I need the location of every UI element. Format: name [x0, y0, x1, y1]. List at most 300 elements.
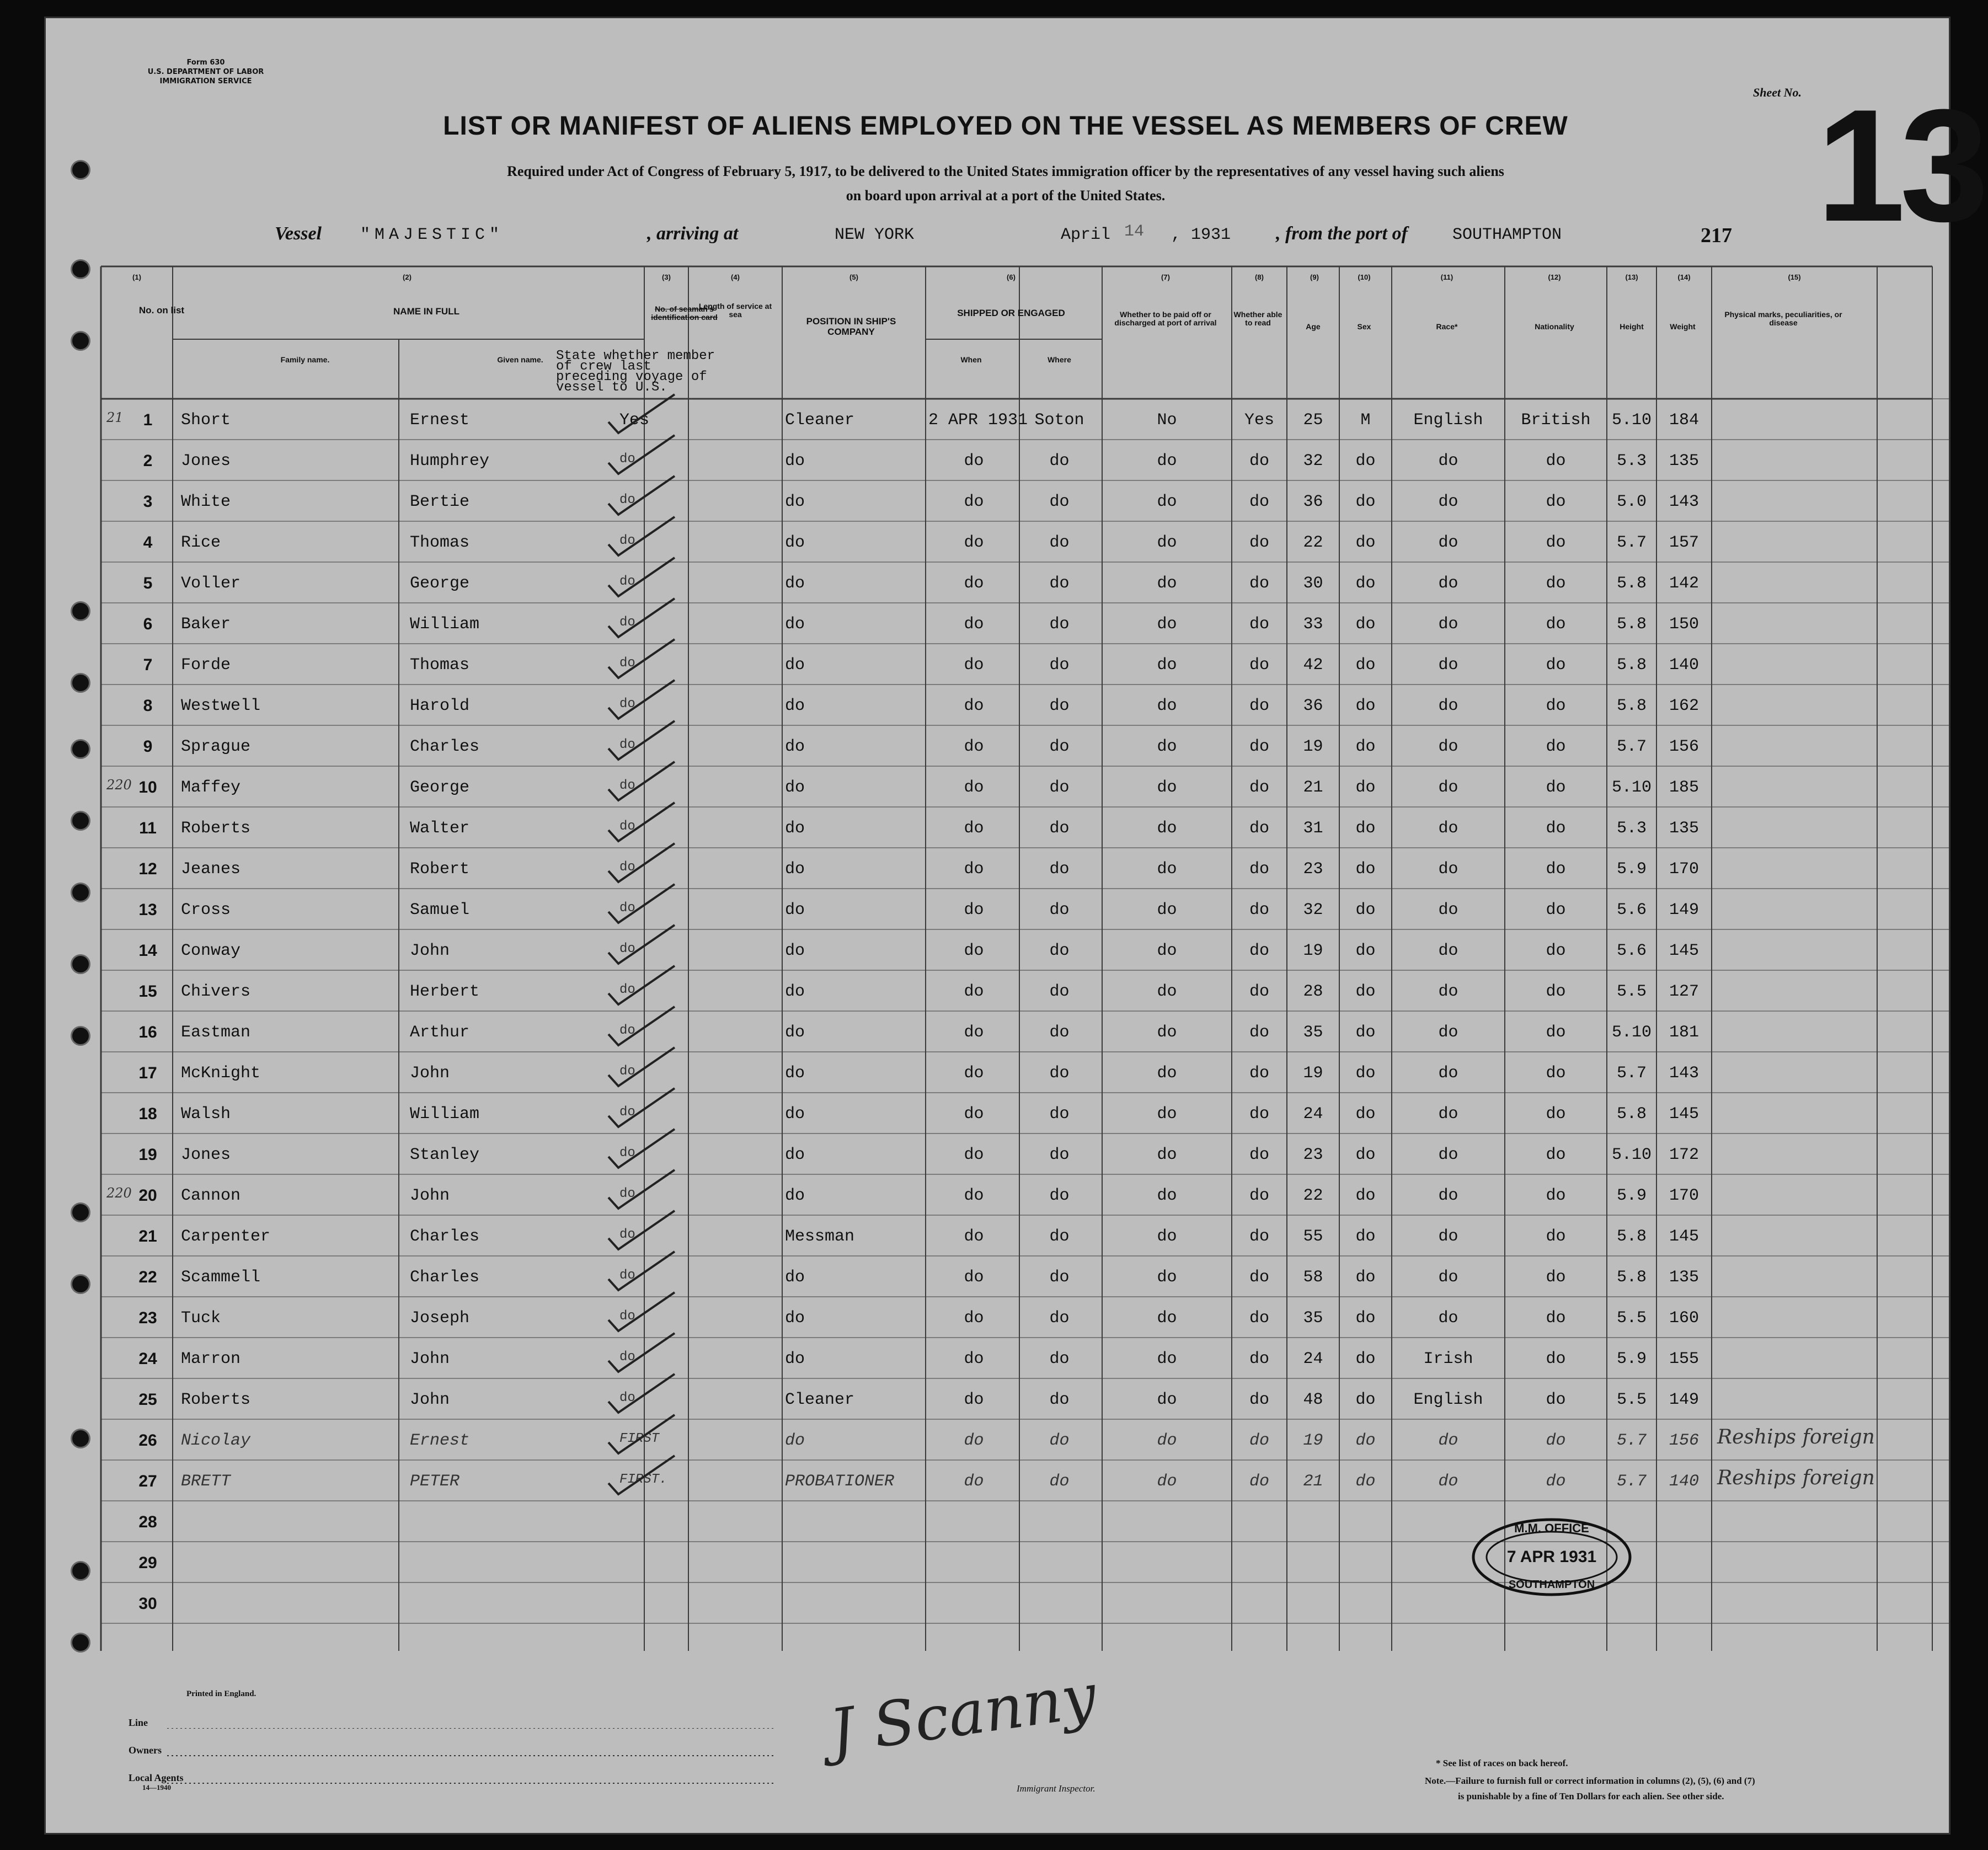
header-shipped: SHIPPED OR ENGAGED — [957, 308, 1065, 318]
sex-cell: do — [1355, 737, 1376, 756]
race-cell: do — [1438, 819, 1458, 838]
weight-cell: 155 — [1669, 1350, 1699, 1368]
age-cell: 24 — [1303, 1105, 1323, 1124]
height-cell: 5.9 — [1616, 860, 1647, 879]
family-name-cell: Marron — [181, 1350, 241, 1368]
paid-off-cell: do — [1157, 1146, 1177, 1164]
able-to-read-cell: do — [1249, 1023, 1269, 1042]
row-number: 13 — [138, 901, 157, 919]
able-to-read-cell: do — [1249, 942, 1269, 960]
page-title: LIST OR MANIFEST OF ALIENS EMPLOYED ON THE VESSEL AS MEMBERS OF CREW — [443, 111, 1568, 141]
age-cell: 23 — [1303, 1146, 1323, 1164]
weight-cell: 170 — [1669, 860, 1699, 879]
nationality-cell: do — [1546, 901, 1566, 919]
nationality-cell: do — [1546, 1146, 1566, 1164]
able-to-read-cell: do — [1249, 533, 1269, 552]
header-position: POSITION IN SHIP'S COMPANY — [806, 316, 896, 337]
age-cell: 22 — [1303, 533, 1323, 552]
given-name-cell: Thomas — [410, 656, 470, 675]
shipped-when-cell: do — [964, 1227, 984, 1246]
previous-voyage-cell: do — [619, 615, 635, 630]
previous-voyage-cell: do — [619, 737, 635, 752]
given-name-cell: George — [410, 574, 470, 593]
race-cell: do — [1438, 615, 1458, 634]
position-cell: do — [785, 737, 805, 756]
row-number: 2 — [143, 452, 153, 470]
row-number: 6 — [143, 615, 153, 633]
shipped-when-cell: do — [964, 452, 984, 470]
sex-cell: do — [1355, 1309, 1376, 1328]
sheet-label: Sheet No. — [1753, 85, 1802, 99]
arriving-label: , arriving at — [647, 223, 739, 244]
previous-voyage-cell: do — [619, 1309, 635, 1324]
race-cell: do — [1438, 1064, 1458, 1083]
paid-off-cell: do — [1157, 452, 1177, 470]
column-number: (13) — [1625, 273, 1638, 281]
race-cell: do — [1438, 1309, 1458, 1328]
previous-voyage-cell: do — [619, 982, 635, 997]
weight-cell: 140 — [1669, 1472, 1699, 1491]
height-cell: 5.5 — [1616, 1309, 1647, 1328]
subtitle-line-1: Required under Act of Congress of February 5, 1917, to be delivered to the United States immigration officer by the representatives of any vessel having such aliens — [507, 163, 1504, 179]
able-to-read-cell: do — [1249, 452, 1269, 470]
weight-cell: 145 — [1669, 1105, 1699, 1124]
paid-off-cell: do — [1157, 656, 1177, 675]
footer-agents-label: Local Agents — [129, 1772, 184, 1783]
height-cell: 5.3 — [1616, 452, 1647, 470]
shipped-when-cell: do — [964, 1472, 984, 1491]
footer-line-label: Line — [129, 1717, 148, 1728]
shipped-when-cell: do — [964, 1023, 984, 1042]
race-cell: do — [1438, 860, 1458, 879]
weight-cell: 127 — [1669, 982, 1699, 1001]
given-name-cell: John — [410, 942, 450, 960]
header-sex: Sex — [1357, 322, 1371, 331]
shipped-when-cell: do — [964, 1186, 984, 1205]
nationality-cell: do — [1546, 860, 1566, 879]
race-cell: do — [1438, 778, 1458, 797]
row-number: 28 — [138, 1513, 157, 1531]
position-cell: do — [785, 982, 805, 1001]
paid-off-cell: No — [1157, 411, 1177, 430]
shipped-where-cell: do — [1049, 1472, 1070, 1491]
paid-off-cell: do — [1157, 819, 1177, 838]
shipped-when-cell: do — [964, 615, 984, 634]
family-name-cell: Cross — [181, 901, 231, 919]
height-cell: 5.8 — [1616, 574, 1647, 593]
position-cell: do — [785, 615, 805, 634]
given-name-cell: Charles — [410, 1227, 480, 1246]
shipped-when-cell: do — [964, 1268, 984, 1287]
able-to-read-cell: do — [1249, 697, 1269, 715]
shipped-where-cell: do — [1049, 942, 1070, 960]
able-to-read-cell: do — [1249, 1431, 1269, 1450]
subtitle-line-2: on board upon arrival at a port of the United States. — [846, 188, 1166, 204]
previous-voyage-cell: do — [619, 1227, 635, 1242]
shipped-where-cell: do — [1049, 1431, 1070, 1450]
position-cell: Cleaner — [785, 1391, 855, 1409]
given-name-cell: Humphrey — [410, 452, 490, 470]
position-cell: do — [785, 1431, 805, 1450]
family-name-cell: Eastman — [181, 1023, 251, 1042]
paid-off-cell: do — [1157, 982, 1177, 1001]
previous-voyage-cell: do — [619, 1146, 635, 1161]
column-number: (9) — [1310, 273, 1319, 281]
age-cell: 19 — [1303, 737, 1323, 756]
binder-hole — [71, 811, 90, 831]
shipped-where-cell: do — [1049, 1391, 1070, 1409]
able-to-read-cell: do — [1249, 778, 1269, 797]
nationality-cell: do — [1546, 493, 1566, 511]
age-cell: 55 — [1303, 1227, 1323, 1246]
shipped-when-cell: do — [964, 697, 984, 715]
weight-cell: 135 — [1669, 819, 1699, 838]
row-number: 20 — [138, 1186, 157, 1205]
able-to-read-cell: do — [1249, 819, 1269, 838]
sex-cell: do — [1355, 942, 1376, 960]
shipped-where-cell: do — [1049, 737, 1070, 756]
weight-cell: 162 — [1669, 697, 1699, 715]
age-cell: 33 — [1303, 615, 1323, 634]
arrival-month: April — [1061, 226, 1111, 244]
row-number: 24 — [138, 1350, 157, 1368]
header-able-read: Whether able to read — [1233, 310, 1282, 327]
given-name-cell: Stanley — [410, 1146, 480, 1164]
previous-voyage-cell: do — [619, 901, 635, 916]
margin-annotation: 220 — [106, 1185, 132, 1201]
previous-voyage-cell: do — [619, 1186, 635, 1201]
race-cell: do — [1438, 1023, 1458, 1042]
department-name: U.S. DEPARTMENT OF LABOR — [147, 68, 264, 76]
column-number: (2) — [403, 273, 412, 281]
able-to-read-cell: do — [1249, 860, 1269, 879]
given-name-cell: William — [410, 615, 480, 634]
weight-cell: 185 — [1669, 778, 1699, 797]
printed-in: Printed in England. — [186, 1689, 256, 1698]
shipped-when-cell: do — [964, 533, 984, 552]
binder-hole — [71, 331, 90, 351]
nationality-cell: do — [1546, 982, 1566, 1001]
from-port-label: , from the port of — [1276, 223, 1408, 244]
row-number: 11 — [139, 819, 157, 837]
shipped-where-cell: do — [1049, 1309, 1070, 1328]
sex-cell: do — [1355, 901, 1376, 919]
table-grid — [46, 18, 1949, 1833]
able-to-read-cell: Yes — [1244, 411, 1274, 430]
family-name-cell: Roberts — [181, 1391, 251, 1409]
weight-cell: 170 — [1669, 1186, 1699, 1205]
sex-cell: do — [1355, 533, 1376, 552]
height-cell: 5.8 — [1616, 656, 1647, 675]
binder-hole — [71, 1026, 90, 1046]
row-number: 4 — [143, 533, 153, 552]
race-cell: do — [1438, 1105, 1458, 1124]
vessel-label: Vessel — [275, 223, 322, 244]
able-to-read-cell: do — [1249, 1186, 1269, 1205]
position-cell: do — [785, 1186, 805, 1205]
given-name-cell: George — [410, 778, 470, 797]
inspector-signature: J Scanny — [825, 1660, 1100, 1768]
binder-hole — [71, 1561, 90, 1581]
shipped-where-cell: do — [1049, 615, 1070, 634]
binder-hole — [71, 739, 90, 759]
height-cell: 5.8 — [1616, 1227, 1647, 1246]
previous-voyage-cell: FIRST. — [619, 1472, 667, 1487]
vessel-name: "MAJESTIC" — [360, 226, 504, 244]
height-cell: 5.7 — [1616, 1431, 1647, 1450]
nationality-cell: do — [1546, 942, 1566, 960]
given-name-cell: John — [410, 1064, 450, 1083]
race-cell: do — [1438, 656, 1458, 675]
weight-cell: 145 — [1669, 942, 1699, 960]
footer-owners-label: Owners — [129, 1745, 162, 1756]
weight-cell: 143 — [1669, 1064, 1699, 1083]
column-number: (8) — [1255, 273, 1264, 281]
sex-cell: do — [1355, 1023, 1376, 1042]
nationality-cell: do — [1546, 452, 1566, 470]
inspector-label: Immigrant Inspector. — [1017, 1783, 1095, 1794]
age-cell: 21 — [1303, 778, 1323, 797]
service-name: IMMIGRATION SERVICE — [159, 77, 252, 85]
column-number: (15) — [1788, 273, 1801, 281]
height-cell: 5.5 — [1616, 982, 1647, 1001]
position-cell: PROBATIONER — [785, 1472, 895, 1491]
paid-off-cell: do — [1157, 615, 1177, 634]
footer-agents-code: 14—1940 — [142, 1783, 171, 1792]
shipped-when-cell: do — [964, 1431, 984, 1450]
position-cell: do — [785, 860, 805, 879]
height-cell: 5.8 — [1616, 615, 1647, 634]
given-name-cell: Herbert — [410, 982, 480, 1001]
age-cell: 28 — [1303, 982, 1323, 1001]
age-cell: 48 — [1303, 1391, 1323, 1409]
shipped-where-cell: do — [1049, 452, 1070, 470]
header-name-in-full: NAME IN FULL — [393, 306, 459, 317]
shipped-where-cell: do — [1049, 697, 1070, 715]
previous-voyage-cell: do — [619, 860, 635, 875]
given-name-cell: Walter — [410, 819, 470, 838]
column-number: (11) — [1440, 273, 1453, 281]
given-name-cell: Ernest — [410, 1431, 470, 1450]
able-to-read-cell: do — [1249, 982, 1269, 1001]
family-name-cell: Maffey — [181, 778, 241, 797]
shipped-when-cell: do — [964, 1309, 984, 1328]
position-cell: do — [785, 493, 805, 511]
age-cell: 19 — [1303, 1431, 1323, 1450]
given-name-cell: Arthur — [410, 1023, 470, 1042]
shipped-when-cell: do — [964, 574, 984, 593]
shipped-where-cell: do — [1049, 1105, 1070, 1124]
family-name-cell: Jeanes — [181, 860, 241, 879]
nationality-cell: do — [1546, 656, 1566, 675]
race-cell: do — [1438, 1431, 1458, 1450]
position-cell: Messman — [785, 1227, 855, 1246]
position-cell: do — [785, 697, 805, 715]
weight-cell: 156 — [1669, 1431, 1699, 1450]
paid-off-cell: do — [1157, 1227, 1177, 1246]
given-name-cell: Robert — [410, 860, 470, 879]
family-name-cell: Walsh — [181, 1105, 231, 1124]
able-to-read-cell: do — [1249, 615, 1269, 634]
able-to-read-cell: do — [1249, 493, 1269, 511]
margin-annotation: 220 — [106, 777, 132, 793]
family-name-cell: Short — [181, 411, 231, 430]
stamp-top-text: M.M. OFFICE — [1514, 1521, 1589, 1535]
shipped-when-cell: do — [964, 1350, 984, 1368]
check-mark-icon — [603, 1450, 680, 1500]
age-cell: 31 — [1303, 819, 1323, 838]
weight-cell: 184 — [1669, 411, 1699, 430]
race-cell: do — [1438, 493, 1458, 511]
paid-off-cell: do — [1157, 533, 1177, 552]
previous-voyage-cell: do — [619, 493, 635, 507]
age-cell: 35 — [1303, 1309, 1323, 1328]
paid-off-cell: do — [1157, 901, 1177, 919]
previous-voyage-cell: do — [619, 452, 635, 467]
sex-cell: do — [1355, 1186, 1376, 1205]
family-name-cell: Roberts — [181, 819, 251, 838]
column-number: (7) — [1161, 273, 1170, 281]
position-cell: Cleaner — [785, 411, 855, 430]
family-name-cell: McKnight — [181, 1064, 261, 1083]
position-cell: do — [785, 1350, 805, 1368]
sex-cell: do — [1355, 452, 1376, 470]
row-number: 15 — [138, 982, 157, 1001]
given-name-cell: Charles — [410, 1268, 480, 1287]
shipped-where-cell: do — [1049, 1227, 1070, 1246]
able-to-read-cell: do — [1249, 1227, 1269, 1246]
row-number: 23 — [138, 1309, 157, 1327]
row-number: 26 — [138, 1431, 157, 1450]
row-number: 9 — [143, 737, 153, 756]
sex-cell: do — [1355, 1431, 1376, 1450]
row-number: 27 — [138, 1472, 157, 1490]
height-cell: 5.10 — [1611, 1146, 1652, 1164]
given-name-cell: PETER — [410, 1472, 460, 1491]
nationality-cell: do — [1546, 819, 1566, 838]
previous-voyage-cell: do — [619, 1064, 635, 1079]
header-height: Height — [1620, 322, 1644, 331]
previous-voyage-cell: FIRST — [619, 1431, 660, 1446]
age-cell: 19 — [1303, 1064, 1323, 1083]
fine-note-2: is punishable by a fine of Ten Dollars for each alien. See other side. — [1458, 1791, 1724, 1801]
row-number: 16 — [138, 1023, 157, 1041]
nationality-cell: do — [1546, 1227, 1566, 1246]
paid-off-cell: do — [1157, 1186, 1177, 1205]
shipped-where-cell: do — [1049, 533, 1070, 552]
family-name-cell: Voller — [181, 574, 241, 593]
shipped-when-cell: do — [964, 493, 984, 511]
race-cell: do — [1438, 1186, 1458, 1205]
sex-cell: do — [1355, 697, 1376, 715]
previous-voyage-cell: do — [619, 1023, 635, 1038]
sex-cell: do — [1355, 1472, 1376, 1491]
position-cell: do — [785, 901, 805, 919]
column-number: (4) — [731, 273, 740, 281]
paid-off-cell: do — [1157, 493, 1177, 511]
sex-cell: M — [1360, 411, 1371, 430]
paid-off-cell: do — [1157, 574, 1177, 593]
shipped-when-cell: do — [964, 1064, 984, 1083]
age-cell: 36 — [1303, 697, 1323, 715]
sex-cell: do — [1355, 574, 1376, 593]
position-cell: do — [785, 819, 805, 838]
family-name-cell: Baker — [181, 615, 231, 634]
row-number: 7 — [143, 656, 153, 674]
sex-cell: do — [1355, 1350, 1376, 1368]
weight-cell: 145 — [1669, 1227, 1699, 1246]
race-cell: do — [1438, 942, 1458, 960]
shipped-where-cell: do — [1049, 778, 1070, 797]
able-to-read-cell: do — [1249, 1146, 1269, 1164]
from-port: SOUTHAMPTON — [1452, 226, 1562, 244]
sex-cell: do — [1355, 1391, 1376, 1409]
shipped-when-cell: do — [964, 942, 984, 960]
paid-off-cell: do — [1157, 1309, 1177, 1328]
age-cell: 21 — [1303, 1472, 1323, 1491]
family-name-cell: Rice — [181, 533, 221, 552]
race-cell: do — [1438, 901, 1458, 919]
position-cell: do — [785, 574, 805, 593]
header-no-on-list: No. on list — [138, 305, 185, 316]
paid-off-cell: do — [1157, 1064, 1177, 1083]
row-number: 19 — [138, 1146, 157, 1164]
weight-cell: 157 — [1669, 533, 1699, 552]
race-cell: English — [1413, 411, 1483, 430]
given-name-cell: John — [410, 1186, 450, 1205]
sex-cell: do — [1355, 1146, 1376, 1164]
shipped-when-cell: do — [964, 737, 984, 756]
family-name-cell: BRETT — [181, 1472, 231, 1491]
nationality-cell: do — [1546, 1350, 1566, 1368]
row-number: 21 — [138, 1227, 157, 1245]
sex-cell: do — [1355, 778, 1376, 797]
sex-cell: do — [1355, 1227, 1376, 1246]
arrival-year: , 1931 — [1171, 226, 1231, 244]
manifest-sheet — [44, 17, 1984, 1835]
paid-off-cell: do — [1157, 860, 1177, 879]
paid-off-cell: do — [1157, 778, 1177, 797]
previous-voyage-cell: do — [619, 656, 635, 671]
height-cell: 5.5 — [1616, 1391, 1647, 1409]
nationality-cell: do — [1546, 697, 1566, 715]
family-name-cell: Westwell — [181, 697, 261, 715]
remark-cell: Reships foreign — [1717, 1426, 1875, 1448]
height-cell: 5.8 — [1616, 697, 1647, 715]
previous-voyage-cell: do — [619, 819, 635, 834]
shipped-when-cell: 2 APR 1931 — [928, 411, 1028, 430]
header-age: Age — [1306, 322, 1321, 331]
given-name-cell: Charles — [410, 737, 480, 756]
age-cell: 32 — [1303, 901, 1323, 919]
age-cell: 22 — [1303, 1186, 1323, 1205]
shipped-when-cell: do — [964, 982, 984, 1001]
position-cell: do — [785, 656, 805, 675]
nationality-cell: do — [1546, 1268, 1566, 1287]
shipped-when-cell: do — [964, 778, 984, 797]
race-cell: do — [1438, 533, 1458, 552]
given-name-cell: John — [410, 1391, 450, 1409]
age-cell: 23 — [1303, 860, 1323, 879]
able-to-read-cell: do — [1249, 1309, 1269, 1328]
previous-voyage-cell: do — [619, 1105, 635, 1120]
able-to-read-cell: do — [1249, 1391, 1269, 1409]
race-cell: do — [1438, 574, 1458, 593]
binder-hole — [71, 1274, 90, 1294]
paid-off-cell: do — [1157, 1268, 1177, 1287]
race-cell: do — [1438, 452, 1458, 470]
able-to-read-cell: do — [1249, 1064, 1269, 1083]
